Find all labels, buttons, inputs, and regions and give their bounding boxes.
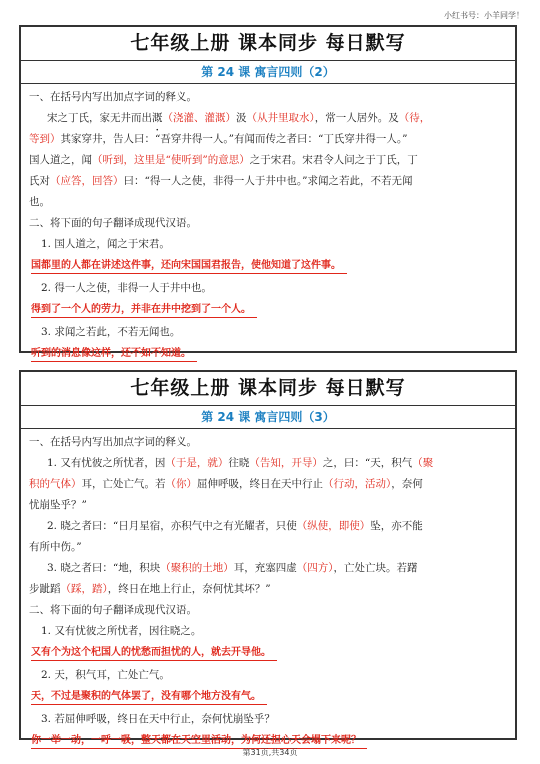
passage-line <box>29 453 507 474</box>
passage-text: 之，曰：“天，积气 <box>322 457 413 469</box>
gloss-answer: 等到） <box>29 133 61 145</box>
gloss-answer: （四方） <box>296 562 334 574</box>
gloss-answer: （待， <box>398 112 431 124</box>
question: 1. 国人道之，闻之于宋君。 <box>41 238 170 250</box>
passage-line: 也。 <box>29 196 50 208</box>
passage-text: 1. 又有忧彼之所忧者，因 <box>47 457 166 469</box>
translation-answer: 又有个为这个杞国人的忧愁而担忧的人，就去开导他。 <box>31 645 277 661</box>
translation-answer: 得到了一个人的劳力，并非在井中挖到了一个人。 <box>31 302 257 318</box>
gloss-answer: （行动，活动） <box>323 478 392 490</box>
card-title: 七年级上册 课本同步 每日默写 <box>21 372 515 406</box>
card-title: 七年级上册 课本同步 每日默写 <box>21 27 515 61</box>
passage-line: 有所中伤。” <box>29 541 82 553</box>
question: 2. 天，积气耳，亡处亡气。 <box>41 669 170 681</box>
card-subtitle: 第 24 课 寓言四则（3） <box>21 406 515 429</box>
passage-line <box>29 579 507 600</box>
section-heading: 一、在括号内写出加点字词的释义。 <box>29 91 197 103</box>
gloss-answer: （应答，回答） <box>50 175 124 187</box>
passage-text: 屈伸呼吸，终日在天中行止 <box>197 478 323 490</box>
gloss-answer: （你） <box>165 478 197 490</box>
translation-answer: 你一举一动，一呼一吸，整天都在天空里活动，为何还担心天会塌下来呢？ <box>31 733 367 749</box>
passage-text: ，亡处亡块。若躇 <box>333 562 418 574</box>
passage-line <box>29 516 507 537</box>
section-heading: 二、将下面的句子翻译成现代汉语。 <box>29 217 197 229</box>
passage-text: ，常一人居外。及 <box>314 112 399 124</box>
card-subtitle: 第 24 课 寓言四则（2） <box>21 61 515 84</box>
translation-answer: 听到的消息像这样，还不如不知道。 <box>31 346 197 362</box>
page-footer: 第31页,共34页 <box>242 748 298 757</box>
translation-answer: 天，不过是聚积的气体罢了，没有哪个地方没有气。 <box>31 689 267 705</box>
gloss-answer: （从井里取水） <box>246 112 315 124</box>
gloss-answer: （浇灌、灌溉） <box>162 112 236 124</box>
section-heading: 一、在括号内写出加点字词的释义。 <box>29 436 197 448</box>
translation-answer: 国都里的人都在讲述这件事，还向宋国国君报告，使他知道了这件事。 <box>31 258 347 274</box>
passage-text: 汲 <box>236 112 247 124</box>
passage-text: 其家穿井，告人曰：“吾穿井得一人。”有闻而传之者曰：“丁氏穿井得一人。” <box>60 133 408 145</box>
passage-text: 宋之丁氏，家无井而出 <box>47 112 152 124</box>
passage-line: 忧崩坠乎？” <box>29 499 87 511</box>
passage-text: 耳，充塞四虚 <box>233 562 297 574</box>
marked-word: 溉 <box>152 112 163 124</box>
passage-text: 步跐蹈 <box>29 583 61 595</box>
passage-text: 氏对 <box>29 175 50 187</box>
passage-text: 3. 晓之者曰：“地，积块 <box>47 562 161 574</box>
passage-line <box>29 474 507 495</box>
card-content <box>21 84 515 366</box>
question: 2. 得一人之使，非得一人于井中也。 <box>41 282 212 294</box>
passage-line <box>29 558 507 579</box>
passage-text: 曰：“得一人之使，非得一人于井中也。”求闻之若此，不若无闻 <box>123 175 413 187</box>
question: 3. 若屈伸呼吸，终日在天中行止，奈何忧崩坠乎？ <box>41 713 275 725</box>
passage-line <box>29 150 507 171</box>
passage-text: ，终日在地上行止，奈何忧其坏？” <box>107 583 271 595</box>
question: 3. 求闻之若此，不若无闻也。 <box>41 326 181 338</box>
passage-text: 往晓 <box>228 457 250 469</box>
passage-text: 2. 晓之者曰：“日月星宿，亦积气中之有光耀者，只使 <box>47 520 297 532</box>
passage-line <box>29 171 507 192</box>
gloss-answer: （于是，就） <box>165 457 229 469</box>
passage-text: ，奈何 <box>391 478 423 490</box>
gloss-answer: （聚积的土地） <box>160 562 234 574</box>
question: 1. 又有忧彼之所忧者，因往晓之。 <box>41 625 202 637</box>
passage-text: 之于宋君。宋君令人问之于丁氏，丁 <box>249 154 418 166</box>
gloss-answer: （踩，踏） <box>60 583 108 595</box>
passage-line <box>29 108 507 129</box>
card-content <box>21 429 515 753</box>
gloss-answer: （聚 <box>412 457 434 469</box>
header-note: 小红书号：小羊同学！ <box>444 11 524 20</box>
passage-text: 耳，亡处亡气。若 <box>81 478 166 490</box>
gloss-answer: （纵使，即使） <box>296 520 371 532</box>
worksheet-card-2 <box>19 370 517 746</box>
gloss-answer: 积的气体） <box>29 478 82 490</box>
worksheet-card-1 <box>19 25 517 359</box>
passage-line <box>29 129 507 150</box>
section-heading: 二、将下面的句子翻译成现代汉语。 <box>29 604 197 616</box>
gloss-answer: （告知，开导） <box>249 457 323 469</box>
passage-text: 国人道之，闻 <box>29 154 92 166</box>
passage-text: 坠，亦不能 <box>370 520 423 532</box>
gloss-answer: （听到，这里是“使听到”的意思） <box>92 154 250 166</box>
